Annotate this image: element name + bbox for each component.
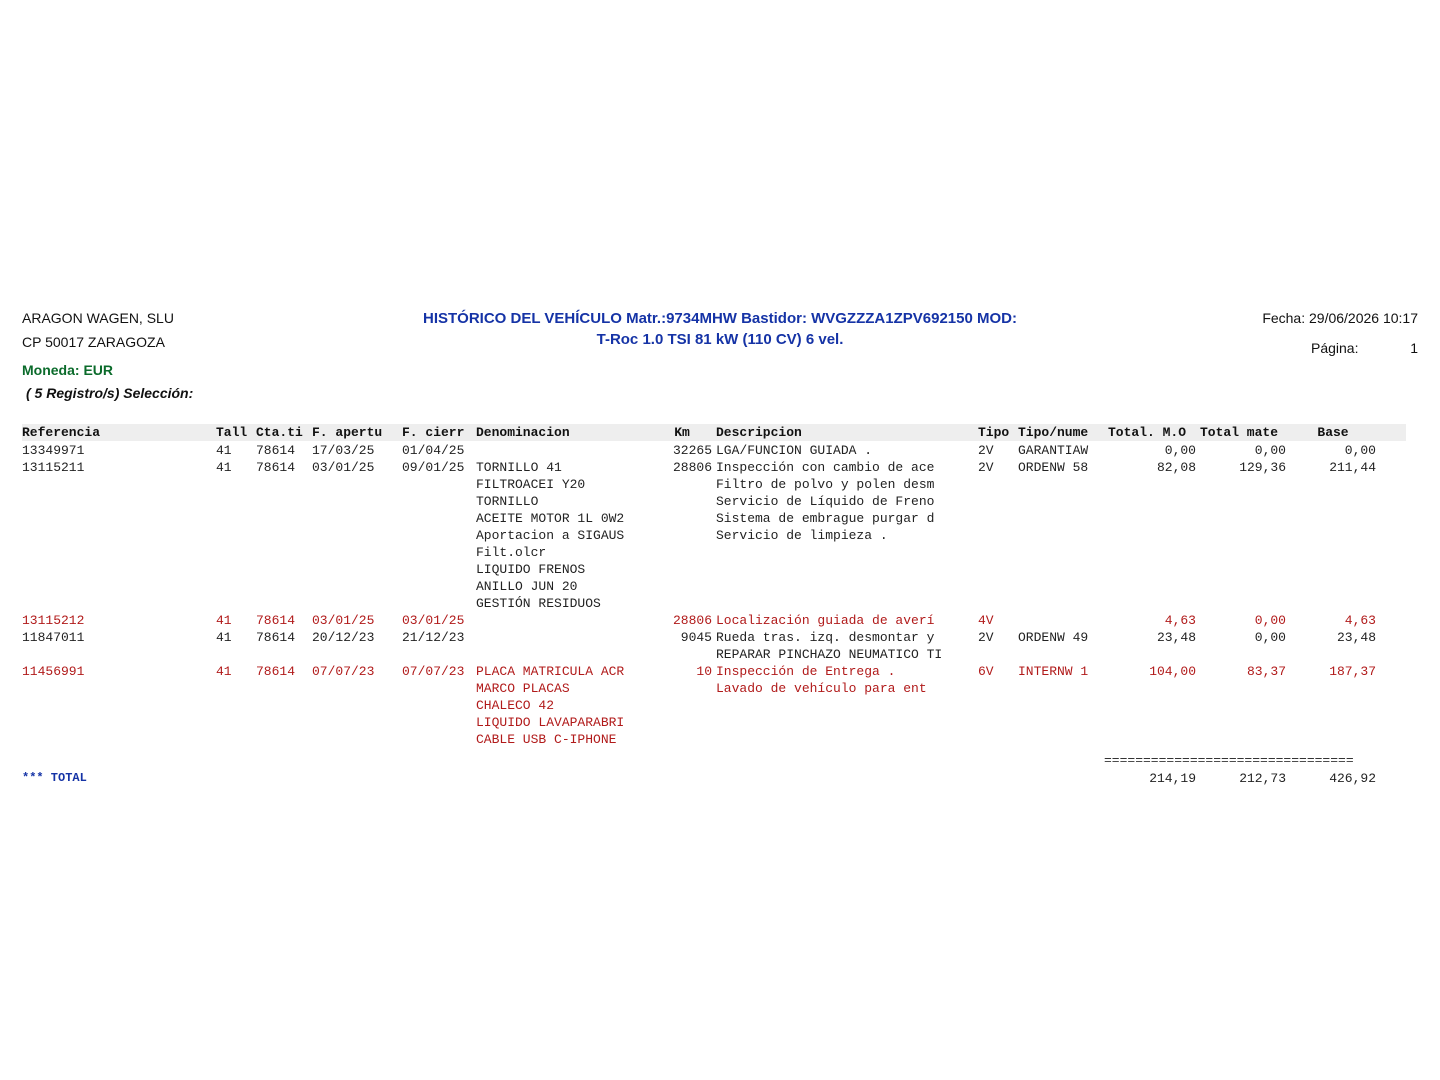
- col-header-tipo-numero: Tipo/nume: [1018, 425, 1089, 440]
- cell-descripcion: Inspección de Entrega .: [716, 664, 896, 679]
- totals-total-mat: 212,73: [1239, 771, 1286, 786]
- cell-tipo-numero: GARANTIAW: [1018, 443, 1089, 458]
- cell-total-mat: 83,37: [1246, 664, 1286, 679]
- cell-total-mo: 104,00: [1149, 664, 1196, 679]
- cell-denominacion: FILTROACEI Y20: [476, 477, 586, 492]
- cell-descripcion: Localización guiada de averí: [716, 613, 935, 628]
- cell-tipo-numero: ORDENW 49: [1018, 630, 1089, 645]
- cell-descripcion: Servicio de limpieza .: [716, 528, 888, 543]
- cell-total-mo: 4,63: [1164, 613, 1196, 628]
- cell-referencia: 13115212: [22, 613, 85, 628]
- cell-f-apertura: 20/12/23: [312, 630, 375, 645]
- cell-base: 4,63: [1344, 613, 1376, 628]
- totals-label: *** TOTAL: [22, 771, 87, 785]
- cell-total-mat: 0,00: [1254, 630, 1286, 645]
- cell-km: 10: [696, 664, 712, 679]
- cell-f-cierre: 09/01/25: [402, 460, 465, 475]
- cell-total-mat: 129,36: [1239, 460, 1286, 475]
- cell-denominacion: LIQUIDO FRENOS: [476, 562, 586, 577]
- cell-km: 32265: [672, 443, 712, 458]
- totals-base: 426,92: [1329, 771, 1376, 786]
- col-header-base: Base: [1317, 425, 1349, 440]
- cell-tipo: 2V: [978, 443, 994, 458]
- col-header-descripcion: Descripcion: [716, 425, 802, 440]
- page-number: 1: [1410, 340, 1418, 356]
- cell-f-cierre: 03/01/25: [402, 613, 465, 628]
- col-header-km: Km: [674, 425, 690, 440]
- cell-descripcion: Lavado de vehículo para ent: [716, 681, 927, 696]
- cell-km: 28806: [672, 613, 712, 628]
- cell-referencia: 11456991: [22, 664, 85, 679]
- cell-descripcion: Filtro de polvo y polen desm: [716, 477, 935, 492]
- cell-f-apertura: 03/01/25: [312, 460, 375, 475]
- cell-taller: 41: [216, 630, 232, 645]
- cell-denominacion: Filt.olcr: [476, 545, 547, 560]
- cell-f-cierre: 21/12/23: [402, 630, 465, 645]
- cell-tipo-numero: ORDENW 58: [1018, 460, 1089, 475]
- cell-total-mat: 0,00: [1254, 613, 1286, 628]
- cell-denominacion: MARCO PLACAS: [476, 681, 570, 696]
- col-header-taller: Tall: [216, 425, 248, 440]
- company-address: CP 50017 ZARAGOZA: [22, 334, 165, 350]
- cell-base: 23,48: [1336, 630, 1376, 645]
- selection-label: ( 5 Registro/s) Selección:: [26, 385, 194, 401]
- col-header-f-cierre: F. cierr: [402, 425, 465, 440]
- cell-f-cierre: 07/07/23: [402, 664, 465, 679]
- currency-label: Moneda: EUR: [22, 362, 113, 378]
- cell-taller: 41: [216, 664, 232, 679]
- cell-cta: 78614: [256, 613, 296, 628]
- cell-referencia: 13115211: [22, 460, 85, 475]
- cell-tipo: 2V: [978, 460, 994, 475]
- cell-f-apertura: 03/01/25: [312, 613, 375, 628]
- cell-cta: 78614: [256, 460, 296, 475]
- cell-denominacion: ANILLO JUN 20: [476, 579, 578, 594]
- cell-total-mo: 23,48: [1156, 630, 1196, 645]
- page-label: Página:: [1311, 340, 1359, 356]
- cell-cta: 78614: [256, 443, 296, 458]
- cell-descripcion: Sistema de embrague purgar d: [716, 511, 935, 526]
- cell-denominacion: PLACA MATRICULA ACR: [476, 664, 625, 679]
- cell-f-apertura: 17/03/25: [312, 443, 375, 458]
- cell-denominacion: TORNILLO: [476, 494, 539, 509]
- totals-total-mo: 214,19: [1149, 771, 1196, 786]
- col-header-denominacion: Denominacion: [476, 425, 570, 440]
- cell-cta: 78614: [256, 630, 296, 645]
- cell-f-cierre: 01/04/25: [402, 443, 465, 458]
- cell-base: 211,44: [1329, 460, 1376, 475]
- col-header-total-mo: Total. M.O: [1108, 425, 1187, 440]
- cell-denominacion: TORNILLO 41: [476, 460, 562, 475]
- cell-taller: 41: [216, 460, 232, 475]
- cell-descripcion: Servicio de Líquido de Freno: [716, 494, 935, 509]
- cell-descripcion: LGA/FUNCION GUIADA .: [716, 443, 873, 458]
- cell-f-apertura: 07/07/23: [312, 664, 375, 679]
- cell-descripcion: Rueda tras. izq. desmontar y: [716, 630, 935, 645]
- cell-tipo: 4V: [978, 613, 994, 628]
- cell-km: 28806: [672, 460, 712, 475]
- cell-tipo: 6V: [978, 664, 994, 679]
- cell-total-mo: 0,00: [1164, 443, 1196, 458]
- cell-denominacion: CHALECO 42: [476, 698, 555, 713]
- cell-taller: 41: [216, 613, 232, 628]
- cell-total-mat: 0,00: [1254, 443, 1286, 458]
- cell-referencia: 11847011: [22, 630, 85, 645]
- cell-km: 9045: [680, 630, 712, 645]
- cell-descripcion: Inspección con cambio de ace: [716, 460, 935, 475]
- cell-total-mo: 82,08: [1156, 460, 1196, 475]
- col-header-f-apertura: F. apertu: [312, 425, 383, 440]
- col-header-tipo: Tipo: [978, 425, 1010, 440]
- cell-denominacion: CABLE USB C-IPHONE: [476, 732, 617, 747]
- cell-base: 0,00: [1344, 443, 1376, 458]
- cell-referencia: 13349971: [22, 443, 85, 458]
- report-subtitle: T-Roc 1.0 TSI 81 kW (110 CV) 6 vel.: [596, 331, 844, 348]
- report-date: Fecha: 29/06/2026 10:17: [1262, 310, 1418, 326]
- cell-descripcion: REPARAR PINCHAZO NEUMATICO TI: [716, 647, 943, 662]
- col-header-referencia: Referencia: [22, 425, 101, 440]
- cell-denominacion: LIQUIDO LAVAPARABRI: [476, 715, 625, 730]
- cell-tipo-numero: INTERNW 1: [1018, 664, 1089, 679]
- cell-denominacion: ACEITE MOTOR 1L 0W2: [476, 511, 625, 526]
- company-name: ARAGON WAGEN, SLU: [22, 310, 174, 326]
- cell-taller: 41: [216, 443, 232, 458]
- cell-base: 187,37: [1329, 664, 1376, 679]
- col-header-cta: Cta.ti: [256, 425, 303, 440]
- cell-cta: 78614: [256, 664, 296, 679]
- report-title: HISTÓRICO DEL VEHÍCULO Matr.:9734MHW Bastidor: WVGZZZA1ZPV692150 MOD:: [423, 310, 1017, 327]
- col-header-total-mat: Total mate: [1200, 425, 1279, 440]
- cell-denominacion: GESTIÓN RESIDUOS: [476, 596, 601, 611]
- totals-separator: ================================: [1104, 754, 1354, 767]
- cell-denominacion: Aportacion a SIGAUS: [476, 528, 625, 543]
- cell-tipo: 2V: [978, 630, 994, 645]
